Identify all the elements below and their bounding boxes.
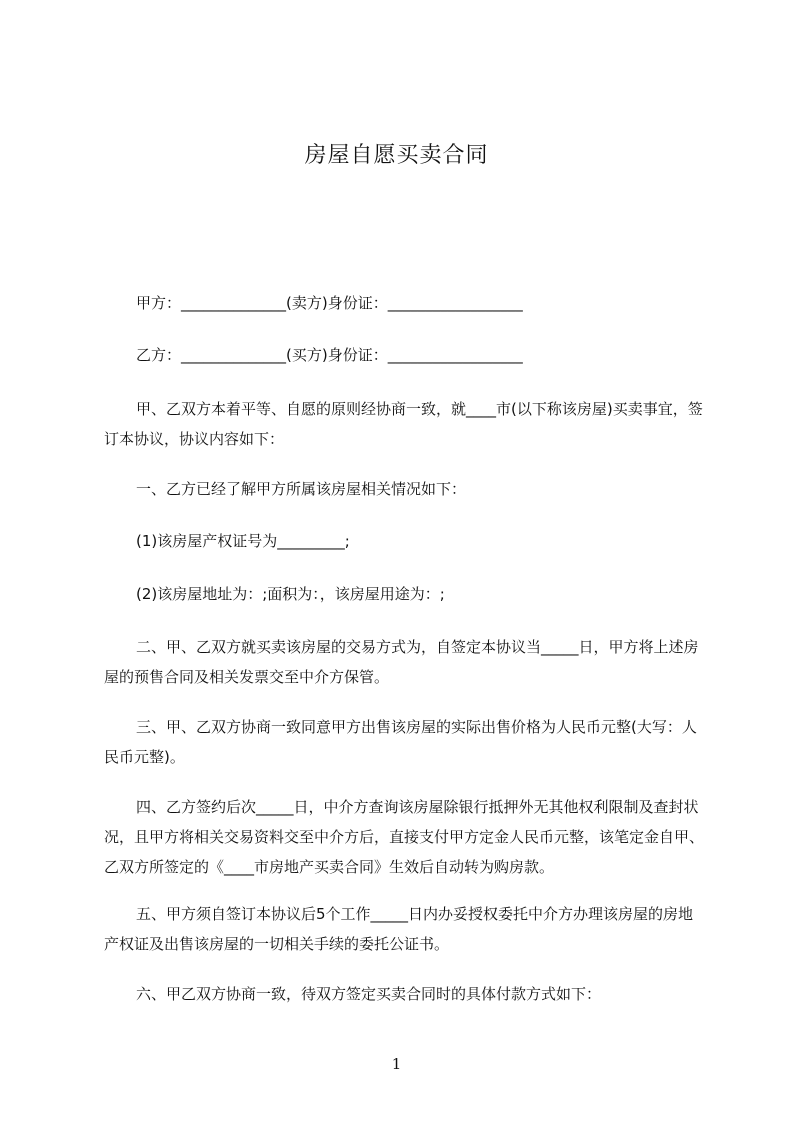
clause-3-paragraph: 三、甲、乙双方协商一致同意甲方出售该房屋的实际出售价格为人民币元整(大写：人民币元整)。	[104, 718, 697, 766]
clause-1-heading: 一、乙方已经了解甲方所属该房屋相关情况如下：	[136, 480, 467, 498]
clause-5-paragraph: 五、甲方须自签订本协议后5个工作_____日内办妥授权委托中介方办理该房屋的房地产权证及出售该房屋的一切相关手续的委托公证书。	[104, 905, 694, 953]
page-number: 1	[391, 1055, 402, 1073]
party-a-line: 甲方：______________(卖方)身份证：__________________	[136, 294, 523, 312]
clause-4-paragraph: 四、乙方签约后次_____日，中介方查询该房屋除银行抵押外无其他权利限制及查封状况，且甲方将相关交易资料交至中介方后，直接支付甲方定金人民币元整，该笔定金自甲、乙双方所签定的《____市房地产买卖合同》生效后自动转为购房款。	[104, 798, 705, 876]
party-b-line: 乙方：______________(买方)身份证：__________________	[136, 346, 523, 364]
clause-1-item-1: (1)该房屋产权证号为_________;	[136, 532, 350, 550]
clause-2-paragraph: 二、甲、乙双方就买卖该房屋的交易方式为，自签定本协议当_____日，甲方将上述房屋的预售合同及相关发票交至中介方保管。	[104, 638, 699, 686]
preamble-paragraph: 甲、乙双方本着平等、自愿的原则经协商一致，就____市(以下称该房屋)买卖事宜，签订本协议，协议内容如下：	[104, 400, 703, 448]
clause-6-paragraph: 六、甲乙双方协商一致，待双方签定买卖合同时的具体付款方式如下：	[136, 985, 602, 1003]
document-title: 房屋自愿买卖合同	[304, 143, 489, 168]
clause-1-item-2: (2)该房屋地址为：;面积为：，该房屋用途为：;	[136, 585, 445, 603]
